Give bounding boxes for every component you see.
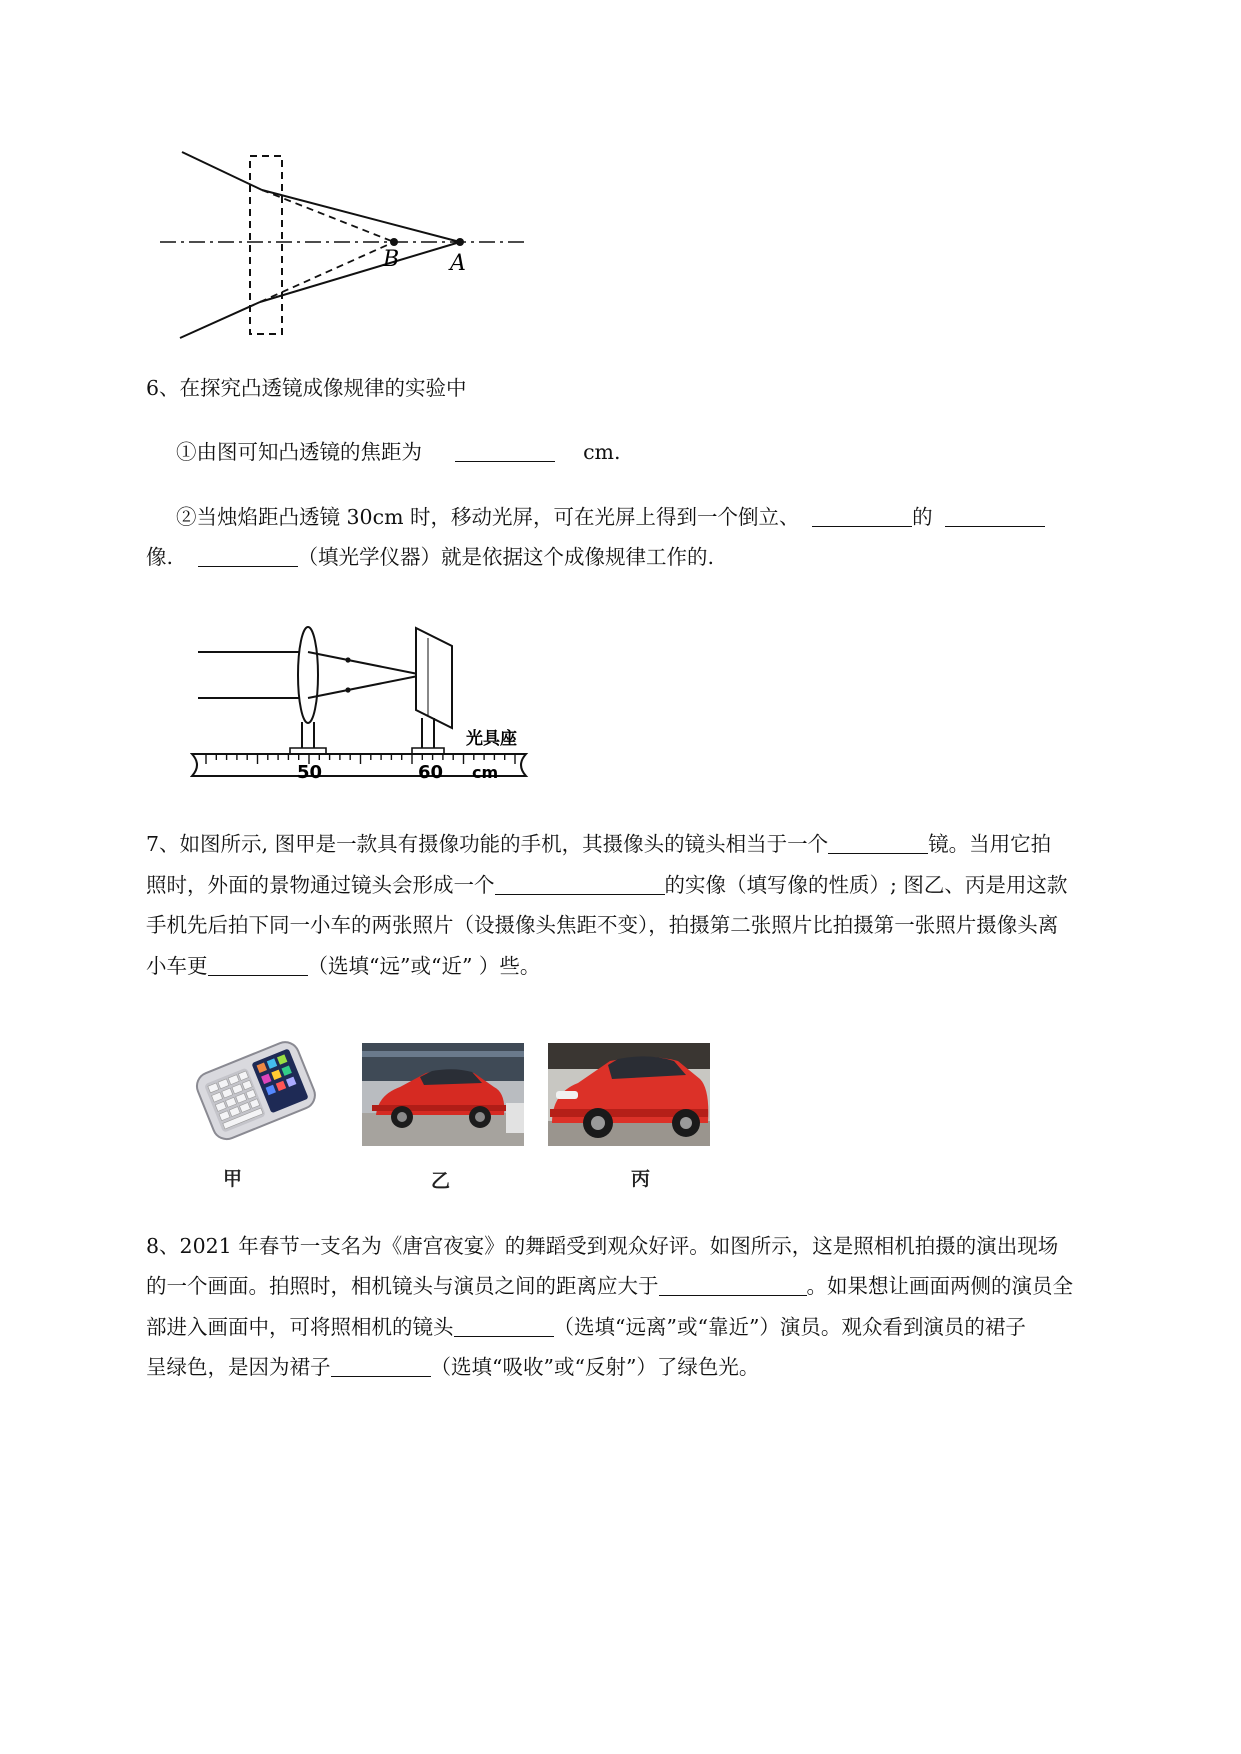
- bench-label: 光具座: [466, 729, 517, 749]
- q6-part2-line2: 像. （填光学仪器）就是依据这个成像规律工作的.: [146, 545, 715, 569]
- phone-image: [190, 1036, 320, 1146]
- q7-line4: 小车更 （选填“远”或“近” ）些。: [146, 954, 541, 978]
- photo-yi: [362, 1043, 524, 1146]
- refracted-ray-bottom: [260, 242, 460, 302]
- q7-line3: 手机先后拍下同一小车的两张照片（设摄像头焦距不变），拍摄第二张照片比拍摄第一张照片摄像头离: [146, 913, 1059, 937]
- q8-color-blank[interactable]: [331, 1354, 431, 1377]
- q7-lens-type-blank[interactable]: [828, 831, 928, 854]
- q6-instrument-blank[interactable]: [198, 544, 298, 567]
- caption-yi: 乙: [431, 1170, 451, 1192]
- q6-part2-line1: ②当烛焰距凸透镜 30cm 时，移动光屏，可在光屏上得到一个倒立、 的: [176, 503, 1045, 531]
- q7-line2: 照时，外面的景物通过镜头会形成一个 的实像（填写像的性质）; 图乙、丙是用这款: [146, 873, 1068, 897]
- tick-label-50: 50: [297, 762, 323, 780]
- caption-jia: 甲: [223, 1168, 243, 1190]
- q7-line1: 7、如图所示, 图甲是一款具有摄像功能的手机，其摄像头的镜头相当于一个 镜。当用它拍: [146, 832, 1052, 856]
- light-screen: [416, 628, 452, 728]
- q8-line1: 8、2021 年春节一支名为《唐宫夜宴》的舞蹈受到观众好评。如图所示，这是照相机拍摄的演出现场: [146, 1234, 1059, 1258]
- q6-image-property-blank[interactable]: [812, 504, 912, 527]
- refracted-ray-top: [262, 190, 460, 242]
- converging-ray-top: [308, 652, 423, 675]
- convex-lens: [298, 627, 318, 723]
- lens-box: [250, 156, 282, 334]
- point-a: [456, 238, 464, 246]
- q8-line3: 部进入画面中，可将照相机的镜头 （选填“远离”或“靠近”）演员。观众看到演员的裙子: [146, 1315, 1026, 1339]
- incoming-ray-top: [182, 152, 262, 190]
- point-b: [390, 238, 398, 246]
- label-b: B: [383, 247, 400, 272]
- lens-ray-diagram: [160, 140, 540, 350]
- q7-distance-blank[interactable]: [208, 953, 308, 976]
- q6-part1: ①由图可知凸透镜的焦距为 cm.: [176, 440, 621, 464]
- tick-label-60: 60: [418, 762, 444, 780]
- q6-stem: 6、在探究凸透镜成像规律的实验中: [146, 376, 467, 400]
- q6-image-type-blank[interactable]: [945, 504, 1045, 527]
- photo-bing: [548, 1043, 710, 1146]
- unit-label: cm: [472, 763, 499, 780]
- q6-focal-length-blank[interactable]: [455, 439, 555, 462]
- dashed-ray-bottom: [260, 242, 394, 302]
- q8-direction-blank[interactable]: [454, 1314, 554, 1337]
- optical-bench-diagram: [190, 620, 550, 780]
- caption-bing: 丙: [631, 1168, 651, 1190]
- incoming-ray-bottom: [180, 302, 260, 338]
- label-a: A: [450, 251, 466, 276]
- q8-line2: 的一个画面。拍照时，相机镜头与演员之间的距离应大于 。如果想让画面两侧的演员全: [146, 1274, 1073, 1298]
- q8-line4: 呈绿色，是因为裙子 （选填“吸收”或“反射”）了绿色光。: [146, 1355, 760, 1379]
- converging-ray-bottom: [308, 675, 423, 698]
- q7-image-nature-blank[interactable]: [495, 872, 665, 895]
- q8-distance-blank[interactable]: [659, 1273, 807, 1296]
